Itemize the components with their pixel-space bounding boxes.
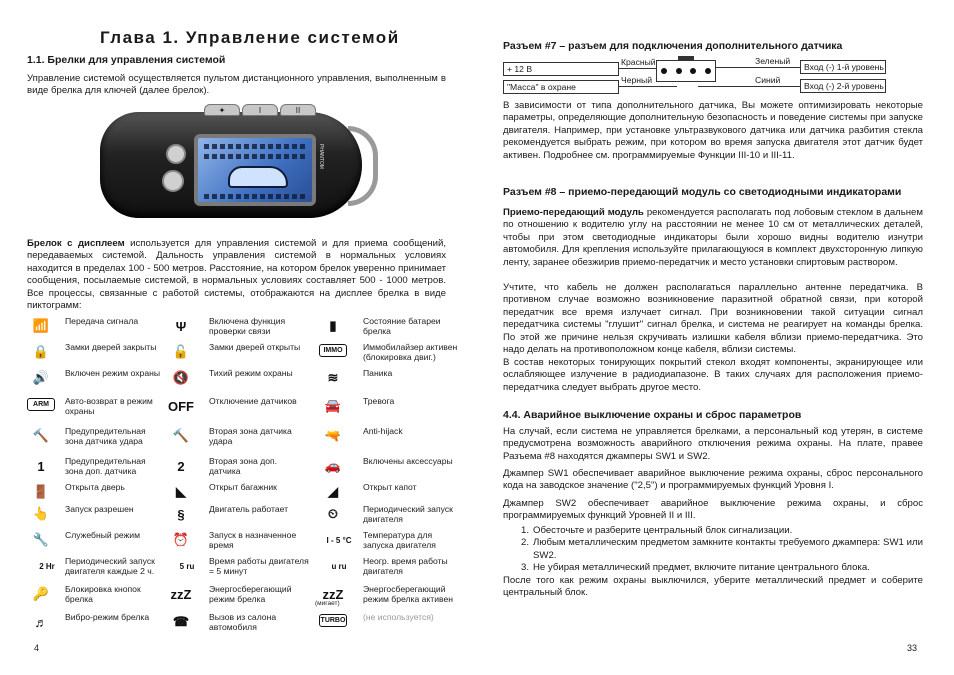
list-item bbox=[503, 525, 923, 537]
battery-icon: ▮ bbox=[329, 318, 337, 333]
icon-description: Запуск в назначенное время bbox=[209, 530, 297, 550]
table-row bbox=[27, 367, 452, 393]
wire-black bbox=[619, 86, 677, 87]
icon-description: Время работы двигателя = 5 минут bbox=[209, 556, 309, 576]
connector7-text: В зависимости от типа дополнительного датчика, Вы можете оптимизировать некоторые параметры, определяющие дополнительную безопасность и поведение системы при запуске двигателя. Например, при установке ультразвукового датчика или датчика разбития стекла рекомендуется выбрать режим, при котором во время запуска двигателя этот датчик будет активен. Подробнее см. программируемые Функции III-10 и III-11. bbox=[503, 100, 923, 161]
periodic-start-icon: ⏲ bbox=[327, 506, 339, 521]
list-item-text: Обесточьте и разберите центральный блок сигнализации. bbox=[533, 525, 793, 536]
plus12-box: + 12 В bbox=[503, 62, 619, 76]
door-open-icon: 🚪 bbox=[32, 484, 50, 499]
display-description bbox=[27, 238, 446, 312]
aux-zone2-icon: 2 bbox=[177, 458, 185, 474]
remote-side-button-1 bbox=[166, 144, 186, 164]
display-icon-row bbox=[204, 144, 306, 149]
display-icon-row bbox=[204, 154, 306, 159]
connector-pin bbox=[705, 68, 711, 74]
table-row bbox=[27, 455, 452, 481]
icon-description: Температура для запуска двигателя bbox=[363, 530, 436, 550]
icon-description: Вторая зона доп. датчика bbox=[209, 456, 278, 476]
page-number-left: 4 bbox=[34, 643, 40, 653]
connector8-paragraph-3: В состав некоторых тонирующих покрытий стекол входят компоненты, экранирующее или ослабляющее излучение в радиодиапазоне. В таких случаях для расположения приемо-передатчика следует выбрать другое место. bbox=[503, 357, 923, 393]
table-row bbox=[27, 529, 452, 555]
icon-description: Замки дверей закрыты bbox=[65, 342, 157, 352]
connector7-diagram bbox=[503, 56, 883, 98]
connector-pin bbox=[690, 68, 696, 74]
sensors-off-icon: OFF bbox=[168, 398, 194, 414]
periodic-2h-icon: 2 Hr bbox=[39, 561, 55, 571]
list-item bbox=[503, 537, 923, 562]
aux-warning-icon: 1 bbox=[37, 458, 45, 474]
section-4-4-p4: После того как режим охраны выключился, уберите металлический предмет и соберите центральный блок. bbox=[503, 575, 923, 599]
connector-pin bbox=[676, 68, 682, 74]
table-row bbox=[27, 611, 452, 637]
icon-description: Блокировка кнопок брелка bbox=[65, 584, 141, 604]
list-item bbox=[503, 562, 923, 574]
display-description-text: используется для управления системой и для приема сообщений, передаваемых системой. Дальность управления системой в нормальных условиях находится в пределах 100 - 500 метров. Расстояние, на котором брелок уверенно принимает сообщения, посылаемые системой, в нормальных условиях составляет 500 - 1000 метров. Все процессы, связанные с работой системы, отображаются на дисплее брелка в виде пиктограмм: bbox=[27, 238, 446, 312]
display-description-bold: Брелок с дисплеем bbox=[27, 238, 125, 249]
button-lock-icon: 🔑 bbox=[32, 586, 50, 601]
wire-black-label: Черный bbox=[621, 75, 653, 85]
wire-blue-label: Синий bbox=[755, 75, 781, 85]
signal-icon: 📶 bbox=[32, 318, 50, 333]
icon-description: Периодический запуск двигателя каждые 2 ч. bbox=[65, 556, 155, 576]
list-item-number: 3. bbox=[521, 562, 530, 574]
icon-description: Включены аксессуары bbox=[363, 456, 453, 466]
right-page bbox=[477, 0, 954, 675]
display-car-icon bbox=[228, 166, 288, 188]
panic-icon: ≋ bbox=[327, 370, 339, 385]
connector8-paragraph-2: Учтите, что кабель не должен располагаться параллельно антенне передатчика. В противном случае возможно возникновение паразитной обратной связи, при которой передатчик все время излучает сигнал. При возникновении такой ситуации сигнал передатчика системы "глушит" сигнал брелка, и система не реагирует на команды брелка. По этой же причине нельзя скручивать излишки кабеля вблизи приемо-передатчика. Это надо делать на противоположном конце кабеля, вблизи системы. bbox=[503, 282, 923, 356]
shock-zone2-icon: 🔨 bbox=[172, 428, 190, 443]
table-row bbox=[27, 583, 452, 609]
icon-sub-label: (мигает) bbox=[315, 600, 340, 607]
brand-label: PHANTOM bbox=[318, 144, 324, 169]
icon-description: Включена функция проверки связи bbox=[209, 316, 286, 336]
engine-running-icon: § bbox=[177, 506, 185, 522]
icon-description: Запуск разрешен bbox=[65, 504, 134, 514]
auto-arm-icon: ARM bbox=[27, 398, 55, 411]
icon-description: Отключение датчиков bbox=[209, 396, 297, 406]
icon-description: Иммобилайзер активен (блокировка двиг.) bbox=[363, 342, 458, 362]
icon-description: Передача сигнала bbox=[65, 316, 139, 326]
table-row bbox=[27, 395, 452, 421]
section-title-1-1: 1.1. Брелки для управления системой bbox=[27, 54, 226, 66]
table-row bbox=[27, 341, 458, 367]
connector7-title: Разъем #7 – разъем для подключения дополнительного датчика bbox=[503, 40, 843, 52]
hood-open-icon: ◢ bbox=[328, 484, 338, 499]
icon-description: Вибро-режим брелка bbox=[65, 612, 150, 622]
icon-description: Замки дверей открыты bbox=[209, 342, 301, 352]
wire-green-label: Зеленый bbox=[755, 56, 791, 66]
section-4-4-p1: На случай, если система не управляется брелками, а персональный код утерян, в системе предусмотрена возможность аварийного отключения режима охраны. На плате, правее Разъема #8 находятся джамперы SW1 и SW2. bbox=[503, 426, 923, 462]
icon-description: Неогр. время работы двигателя bbox=[363, 556, 448, 576]
list-item-text: Любым металлическим предметом замкните контакты требуемого джампера: SW1 или SW2. bbox=[533, 537, 923, 561]
transceiver-bold: Приемо-передающий модуль bbox=[503, 207, 644, 218]
shock-warning-icon: 🔨 bbox=[32, 428, 50, 443]
icon-description: Состояние батареи брелка bbox=[363, 316, 441, 336]
input2-box: Вход (-) 2-й уровень bbox=[800, 79, 886, 93]
icon-description: Энергосберегающий режим брелка активен bbox=[363, 584, 453, 604]
steps-list bbox=[503, 525, 923, 575]
icon-description: Предупредительная зона доп. датчика bbox=[65, 456, 146, 476]
remote-display bbox=[194, 134, 316, 206]
lock-closed-icon: 🔒 bbox=[32, 344, 50, 359]
siren-on-icon: 🔊 bbox=[32, 370, 50, 385]
icon-description: Открыт капот bbox=[363, 482, 417, 492]
table-row bbox=[27, 555, 452, 581]
power-save-icon: zzZ bbox=[170, 586, 192, 602]
service-mode-icon: 🔧 bbox=[32, 532, 50, 547]
start-allowed-icon: 👆 bbox=[32, 506, 50, 521]
icon-description: Открыт багажник bbox=[209, 482, 277, 492]
icon-description: Паника bbox=[363, 368, 393, 378]
remote-top-button-3: II bbox=[280, 104, 316, 116]
display-icon-row bbox=[204, 194, 306, 199]
icon-description: Периодический запуск двигателя bbox=[363, 504, 453, 524]
immo-icon: IMMO bbox=[319, 344, 347, 357]
remote-image bbox=[100, 104, 378, 224]
input1-box: Вход (-) 1-й уровень bbox=[800, 60, 886, 74]
power-save-active-icon: zzZ bbox=[322, 586, 344, 602]
lock-open-icon: 🔓 bbox=[172, 344, 190, 359]
remote-top-button-1: ✦ bbox=[204, 104, 240, 116]
table-row bbox=[27, 425, 452, 451]
icon-description: Открыта дверь bbox=[65, 482, 125, 492]
page-number-right: 33 bbox=[907, 643, 918, 653]
connector8-title: Разъем #8 – приемо-передающий модуль со светодиодными индикаторами bbox=[503, 186, 902, 198]
trunk-open-icon: ◣ bbox=[176, 484, 186, 499]
icon-description: Включен режим охраны bbox=[65, 368, 161, 378]
intro-paragraph: Управление системой осуществляется пультом дистанционного управления, выполненным в виде брелка для ключей (далее брелок). bbox=[27, 73, 446, 97]
connector-pin bbox=[661, 68, 667, 74]
remote-top-button-2: I bbox=[242, 104, 278, 116]
list-item-number: 1. bbox=[521, 525, 530, 536]
icon-description: Предупредительная зона датчика удара bbox=[65, 426, 146, 446]
temp-start-icon: I - 5 °C bbox=[326, 535, 352, 545]
wire-red-label: Красный bbox=[621, 57, 656, 67]
vibro-icon: ♬ bbox=[34, 614, 48, 630]
turbo-icon: TURBO bbox=[319, 614, 347, 627]
connector8-paragraph-1 bbox=[503, 207, 923, 269]
icon-description: Anti-hijack bbox=[363, 426, 403, 436]
icon-description: Энергосберегающий режим брелка bbox=[209, 584, 292, 604]
icon-description: Вторая зона датчика удара bbox=[209, 426, 292, 446]
section-4-4-title: 4.4. Аварийное выключение охраны и сброс параметров bbox=[503, 409, 802, 421]
section-4-4-p2: Джампер SW1 обеспечивает аварийное выключение режима охраны, сброс персонального кода на заводское значение ("2,5") и программируемых функций Уровня I. bbox=[503, 468, 923, 492]
section-4-4-p3: Джампер SW2 обеспечивает аварийное выключение режима охраны, и сброс программируемых функций Уровней II и III. bbox=[503, 498, 923, 522]
list-item-text: Не убирая металлический предмет, включите питание центрального блока. bbox=[533, 562, 870, 574]
anti-hijack-icon: 🔫 bbox=[324, 428, 342, 443]
alarm-car-icon: 🚘 bbox=[324, 398, 342, 413]
runtime-undef-icon: u ru bbox=[331, 561, 347, 571]
remote-side-button-2 bbox=[162, 170, 184, 192]
chapter-title: Глава 1. Управление системой bbox=[100, 28, 400, 47]
icon-description: Служебный режим bbox=[65, 530, 140, 540]
runtime-5min-icon: 5 ru bbox=[179, 561, 195, 571]
connector8-text-1: рекомендуется располагать под лобовым стеклом в дальнем по отношению к водителю углу на расстоянии не менее 10 см от металлических деталей, чтобы при этом светодиодные индикаторы были хорошо видны водителю изнутри автомобиля. Для крепления используйте прилагающуюся в комплект двухсторонную липкую ленту, заранее обезжирив приемо-передатчик и место установки спиртовым раствором. bbox=[503, 207, 923, 268]
siren-silent-icon: 🔇 bbox=[172, 370, 190, 385]
accessories-icon: 🚗 bbox=[324, 458, 342, 473]
icon-description: Тревога bbox=[363, 396, 395, 406]
wire-red bbox=[619, 68, 657, 69]
icon-description: (не используется) bbox=[363, 612, 434, 622]
table-row bbox=[27, 315, 452, 341]
icon-description: Авто-возврат в режим охраны bbox=[65, 396, 153, 416]
list-item-number: 2. bbox=[521, 537, 530, 549]
icon-description: Двигатель работает bbox=[209, 504, 289, 514]
table-row bbox=[27, 503, 452, 529]
antenna-check-icon: Ψ bbox=[175, 318, 187, 334]
icon-description: Тихий режим охраны bbox=[209, 368, 293, 378]
icon-description: Вызов из салона автомобиля bbox=[209, 612, 277, 632]
wire-blue bbox=[698, 86, 800, 87]
call-icon: ☎ bbox=[172, 614, 190, 629]
mass-box: "Масса" в охране bbox=[503, 80, 619, 94]
connector-plug bbox=[656, 60, 716, 82]
wire-green bbox=[716, 67, 800, 68]
scheduled-start-icon: ⏰ bbox=[172, 532, 190, 547]
